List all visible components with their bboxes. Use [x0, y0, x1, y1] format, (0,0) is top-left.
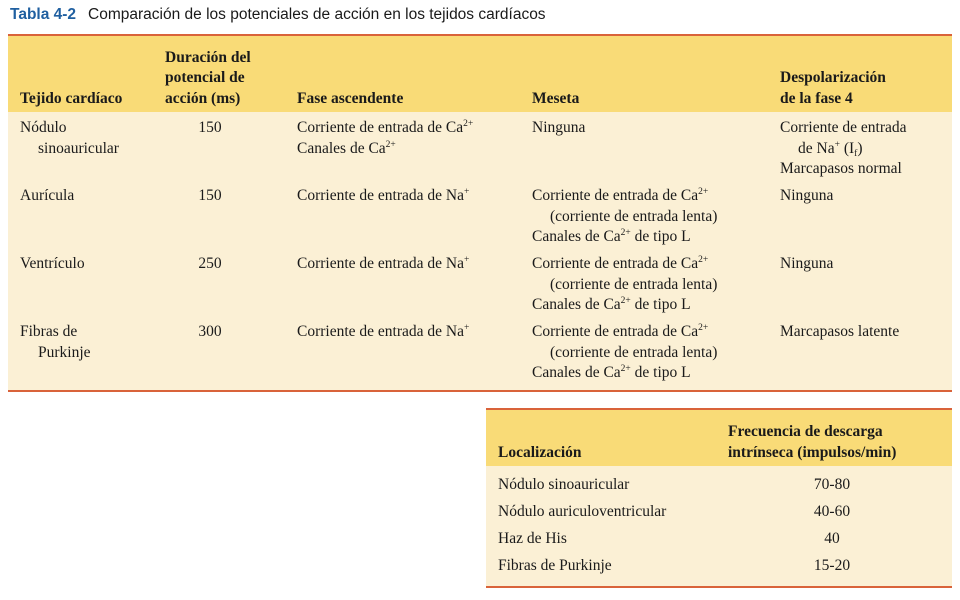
superscript: 2+	[620, 228, 631, 238]
phase4-cell	[780, 322, 899, 343]
upstroke-line	[297, 139, 473, 160]
plateau-line	[532, 343, 717, 364]
phase4-line	[780, 159, 907, 180]
text-part: Canales de Ca	[532, 296, 621, 313]
superscript: 2+	[698, 187, 709, 197]
intrinsic-rate-table	[486, 408, 952, 588]
header-phase4	[780, 68, 886, 109]
phase4-cell	[780, 186, 833, 207]
table-header-row	[8, 36, 952, 112]
plateau-cell	[532, 322, 717, 384]
text-part: Corriente de entrada	[780, 119, 907, 136]
phase4-cell	[780, 254, 833, 275]
header-tissue: Tejido cardíaco	[20, 89, 123, 107]
plateau-line	[532, 254, 717, 275]
superscript: 2+	[698, 255, 709, 265]
text-part: de Na	[798, 139, 835, 157]
text-part: de tipo L	[630, 296, 691, 313]
superscript: +	[834, 139, 840, 150]
phase4-line	[780, 322, 899, 343]
text-part: Corriente de entrada de Ca	[297, 119, 464, 136]
action-potential-table	[8, 34, 952, 392]
plateau-cell	[532, 254, 717, 316]
duration-cell: 300	[198, 323, 222, 340]
table-number: Tabla 4-2	[10, 6, 77, 23]
plateau-cell	[532, 186, 717, 248]
plateau-cell	[532, 118, 585, 139]
tissue-line: Nódulo	[20, 119, 67, 136]
text-part: )	[857, 139, 863, 157]
plateau-line	[532, 322, 717, 343]
table-caption	[10, 4, 546, 26]
text-part: Canales de Ca	[532, 228, 621, 245]
location-cell: Nódulo sinoauricular	[498, 476, 630, 493]
text-part: Corriente de entrada de Na	[297, 323, 464, 340]
upstroke-cell	[297, 254, 469, 275]
location-cell: Haz de His	[498, 530, 567, 547]
plateau-line	[532, 227, 717, 248]
plateau-line	[532, 118, 585, 139]
header-rate-line: Frecuencia de descarga	[728, 423, 883, 440]
rate-cell: 40	[824, 530, 840, 547]
upstroke-line	[297, 186, 469, 207]
text-part: Corriente de entrada de Na	[297, 187, 464, 204]
superscript: +	[463, 187, 470, 197]
header-phase4-line: de la fase 4	[780, 89, 853, 107]
text-part: (corriente de entrada lenta)	[550, 275, 718, 293]
phase4-cell	[780, 118, 907, 180]
text-part: Ninguna	[532, 119, 586, 136]
text-part: Marcapasos normal	[780, 160, 902, 177]
upstroke-line	[297, 322, 469, 343]
superscript: 2+	[620, 296, 631, 306]
header-duration-line: potencial de	[165, 69, 245, 86]
text-part: de tipo L	[630, 364, 691, 381]
tissue-cell	[20, 118, 119, 159]
upstroke-cell	[297, 118, 473, 159]
superscript: 2+	[463, 119, 474, 129]
duration-cell: 150	[198, 119, 222, 136]
plateau-line	[532, 275, 717, 296]
text-part: Corriente de entrada de Ca	[532, 187, 699, 204]
rate-cell: 15-20	[813, 557, 851, 574]
location-cell: Fibras de Purkinje	[498, 557, 612, 574]
phase4-line	[780, 139, 907, 160]
text-part: Canales de Ca	[297, 139, 386, 157]
duration-cell: 150	[198, 187, 222, 204]
text-part: Ninguna	[780, 255, 834, 272]
duration-cell: 250	[198, 255, 222, 272]
text-part: Corriente de entrada de Ca	[532, 255, 699, 272]
phase4-line	[780, 186, 833, 207]
superscript: 2+	[698, 323, 709, 333]
header-rate-line: intrínseca (impulsos/min)	[728, 443, 897, 461]
header-phase4-line: Despolarización	[780, 69, 886, 86]
text-part: Canales de Ca	[532, 364, 621, 381]
header-duration-line: Duración del	[165, 48, 251, 66]
header-plateau: Meseta	[532, 89, 580, 107]
plateau-line	[532, 207, 717, 228]
tissue-cell	[20, 186, 74, 207]
tissue-line: Purkinje	[38, 343, 91, 361]
upstroke-line	[297, 254, 469, 275]
table-title: Comparación de los potenciales de acción en los tejidos cardíacos	[88, 6, 546, 23]
tissue-line: Fibras de	[20, 323, 78, 340]
text-part: de tipo L	[630, 228, 691, 245]
superscript: 2+	[385, 139, 396, 150]
text-part: (corriente de entrada lenta)	[550, 207, 718, 225]
plateau-line	[532, 186, 717, 207]
phase4-line	[780, 254, 833, 275]
upstroke-cell	[297, 186, 469, 207]
text-part: Ninguna	[780, 187, 834, 204]
text-part: (corriente de entrada lenta)	[550, 343, 718, 361]
tissue-line: Ventrículo	[20, 255, 85, 272]
text-part: Corriente de entrada de Na	[297, 255, 464, 272]
tissue-cell	[20, 322, 91, 363]
tissue-line: sinoauricular	[38, 139, 119, 157]
plateau-line	[532, 295, 717, 316]
subscript: f	[854, 148, 858, 159]
header-upstroke: Fase ascendente	[297, 89, 404, 107]
plateau-line	[532, 363, 717, 384]
header-rate	[728, 422, 896, 463]
header-duration	[165, 48, 251, 110]
location-cell: Nódulo auriculoventricular	[498, 503, 667, 520]
tissue-line: Aurícula	[20, 187, 75, 204]
superscript: +	[463, 255, 470, 265]
text-part: Marcapasos latente	[780, 323, 900, 340]
upstroke-cell	[297, 322, 469, 343]
text-part: Corriente de entrada de Ca	[532, 323, 699, 340]
upstroke-line	[297, 118, 473, 139]
superscript: 2+	[620, 364, 631, 374]
header-duration-line: acción (ms)	[165, 89, 241, 107]
superscript: +	[463, 323, 470, 333]
tissue-cell	[20, 254, 85, 275]
text-part: (I	[839, 139, 855, 157]
phase4-line	[780, 118, 907, 139]
rate-cell: 70-80	[813, 476, 851, 493]
rate-cell: 40-60	[813, 503, 851, 520]
table-header-row	[486, 410, 952, 466]
header-location: Localización	[498, 443, 582, 461]
